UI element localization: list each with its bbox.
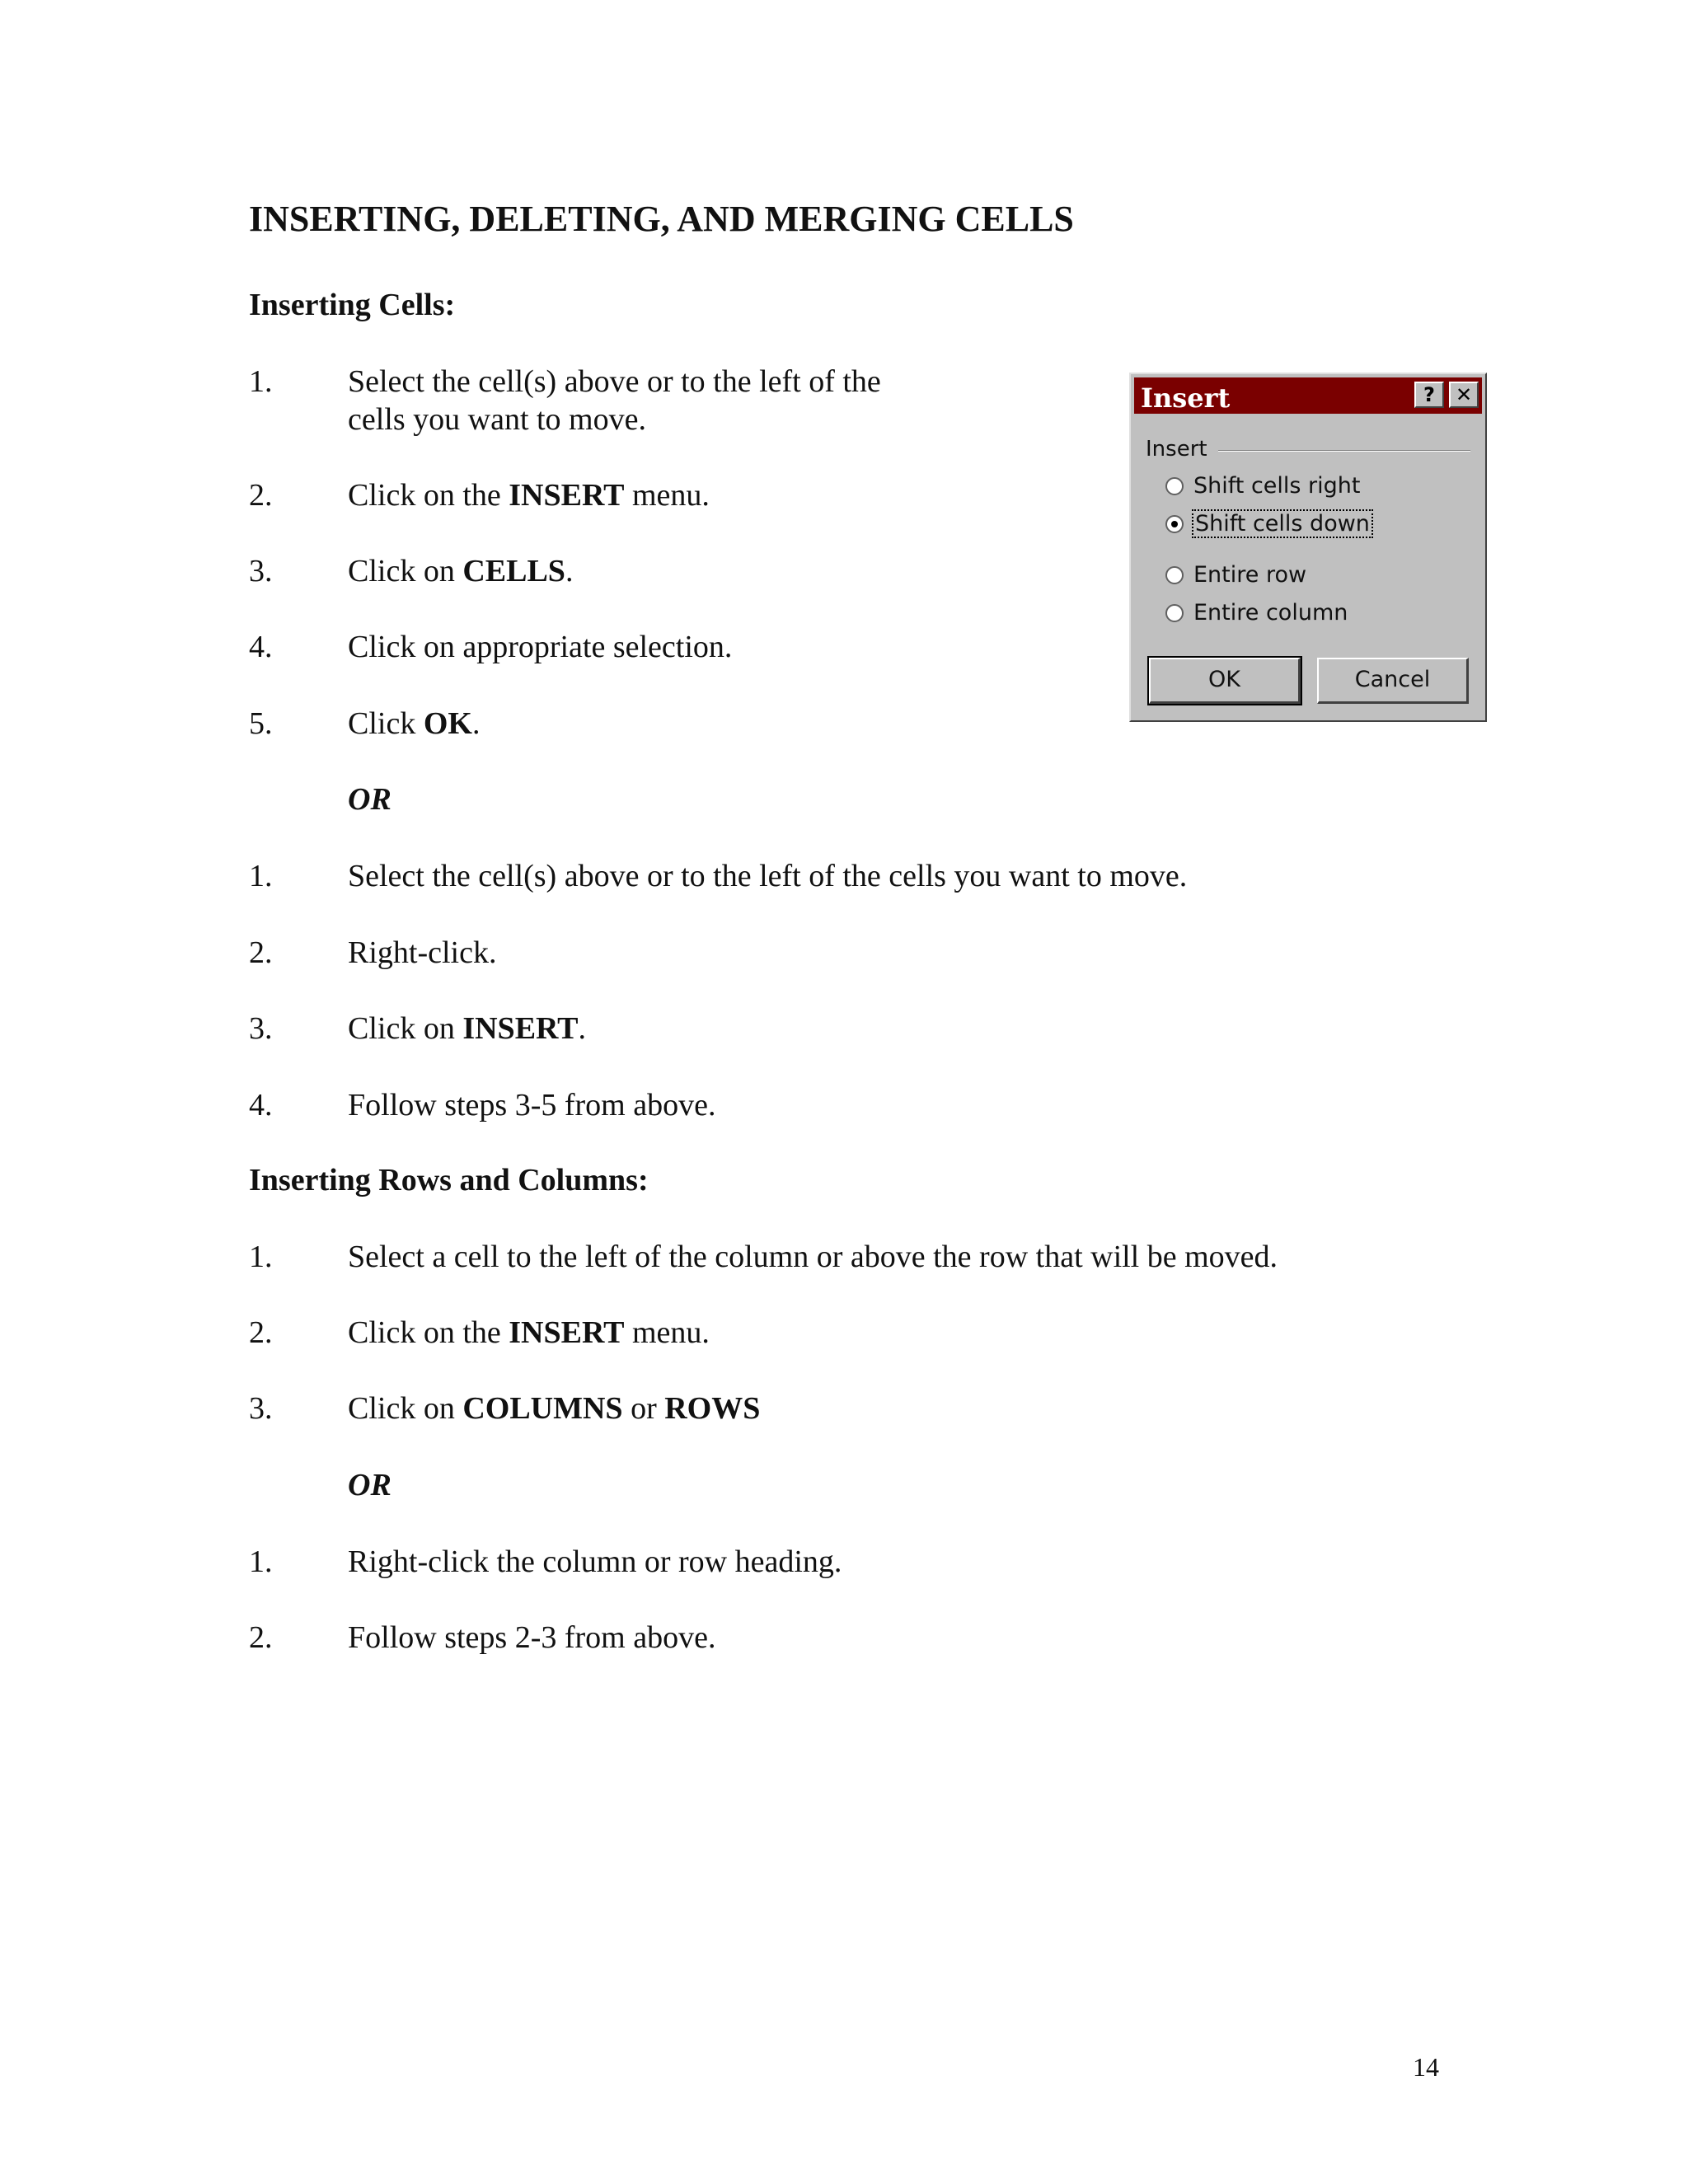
radio-label: Shift cells right — [1193, 473, 1361, 499]
radio-selected-icon — [1165, 515, 1184, 533]
group-divider — [1218, 450, 1470, 452]
or-separator: OR — [348, 1468, 392, 1502]
radio-circle-icon — [1165, 477, 1184, 495]
step-number: 4. — [249, 1088, 273, 1122]
step-number: 1. — [249, 364, 273, 399]
step-number: 3. — [249, 1391, 273, 1426]
page-title: INSERTING, DELETING, AND MERGING CELLS — [249, 199, 1074, 239]
step-number: 2. — [249, 935, 273, 970]
step-number: 3. — [249, 1011, 273, 1046]
radio-label: Shift cells down — [1195, 511, 1370, 537]
step-text: Follow steps 3-5 from above. — [348, 1088, 716, 1122]
step-text: Click on appropriate selection. — [348, 630, 733, 664]
step-text: Right-click the column or row heading. — [348, 1544, 842, 1579]
insert-dialog — [1129, 373, 1487, 722]
step-text: Click on COLUMNS or ROWS — [348, 1391, 761, 1426]
cancel-button[interactable]: Cancel — [1317, 658, 1469, 704]
step-text: Click on CELLS. — [348, 554, 574, 588]
step-number: 1. — [249, 859, 273, 893]
ok-button[interactable]: OK — [1149, 658, 1301, 704]
step-number: 2. — [249, 478, 273, 513]
step-text: Select the cell(s) above or to the left of the cells you want to move. — [348, 859, 1188, 893]
step-text: Click on INSERT. — [348, 1011, 586, 1046]
step-number: 2. — [249, 1315, 273, 1350]
or-separator: OR — [348, 782, 392, 817]
radio-label: Entire column — [1193, 600, 1348, 626]
section-heading-inserting-cells: Inserting Cells: — [249, 288, 456, 322]
step-text: Follow steps 2-3 from above. — [348, 1620, 716, 1655]
radio-label: Entire row — [1193, 562, 1307, 588]
radio-circle-icon — [1165, 566, 1184, 584]
step-text: Select a cell to the left of the column or above the row that will be moved. — [348, 1240, 1278, 1274]
step-number: 1. — [249, 1240, 273, 1274]
step-number: 3. — [249, 554, 273, 588]
radio-circle-icon — [1165, 604, 1184, 622]
help-icon[interactable]: ? — [1414, 382, 1444, 408]
step-number: 2. — [249, 1620, 273, 1655]
radio-entire-column[interactable] — [1165, 600, 1348, 626]
step-number: 4. — [249, 630, 273, 664]
page-number: 14 — [1413, 2052, 1439, 2082]
step-text: Select the cell(s) above or to the left of the cells you want to move. — [348, 364, 881, 437]
radio-entire-row[interactable] — [1165, 562, 1306, 588]
close-icon[interactable]: ✕ — [1449, 382, 1479, 408]
radio-shift-cells-down[interactable] — [1165, 511, 1372, 537]
step-number: 1. — [249, 1544, 273, 1579]
insert-group-label: Insert — [1146, 437, 1207, 462]
step-text: Click OK. — [348, 706, 481, 741]
radio-shift-cells-right[interactable] — [1165, 473, 1361, 499]
step-number: 5. — [249, 706, 273, 741]
dialog-titlebar — [1134, 377, 1482, 414]
dialog-title: Insert — [1141, 382, 1231, 414]
step-text: Click on the INSERT menu. — [348, 478, 710, 513]
step-text: Click on the INSERT menu. — [348, 1315, 710, 1350]
step-text: Right-click. — [348, 935, 497, 970]
section-heading-inserting-rows-columns: Inserting Rows and Columns: — [249, 1163, 649, 1197]
